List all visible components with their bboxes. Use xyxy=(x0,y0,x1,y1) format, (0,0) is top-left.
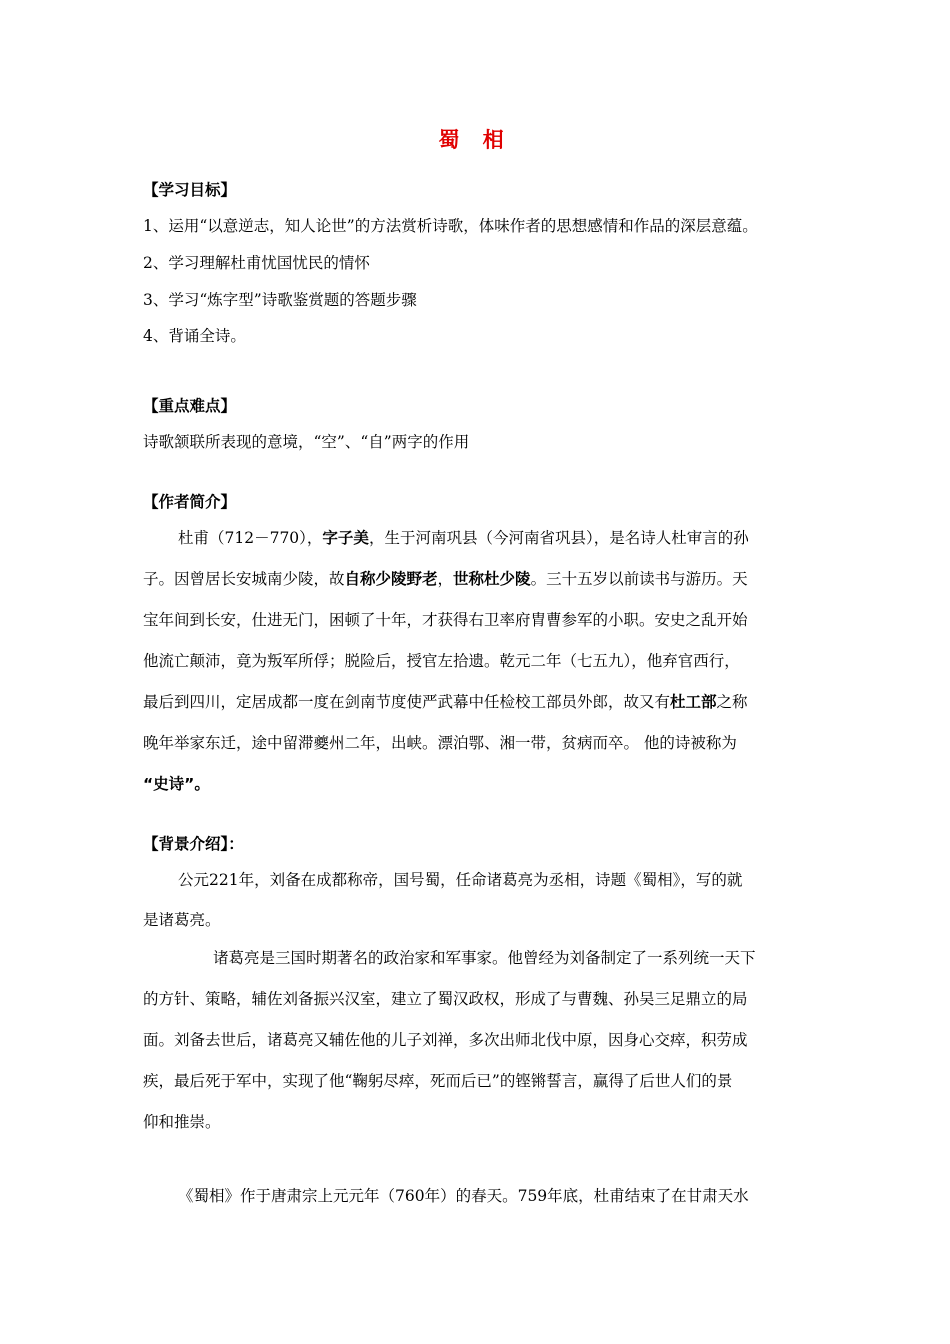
author-line-7 xyxy=(143,772,210,794)
author-line-6: 晚年举家东迁，途中留滞夔州二年，出峡。漂泊鄂、湘一带，贫病而卒。 他的诗被称为 xyxy=(143,734,737,752)
goal-item-2: 2、学习理解杜甫忧国忧民的情怀 xyxy=(143,254,370,272)
goal-item-4: 4、背诵全诗。 xyxy=(143,327,246,345)
author-line-1 xyxy=(178,526,749,548)
goals-heading: 【学习目标】 xyxy=(143,181,237,199)
keypoints-heading: 【重点难点】 xyxy=(143,397,237,415)
author-text: 之称 xyxy=(716,693,748,711)
background-heading: 【背景介绍】： xyxy=(143,835,244,853)
author-line-4: 他流亡颠沛，竟为叛军所俘；脱险后，授官左拾遗。乾元二年（七五九），他弃官西行， xyxy=(143,652,740,670)
background-p2-line-5: 仰和推崇。 xyxy=(143,1113,221,1131)
author-text: 最后到四川，定居成都一度在剑南节度使严武幕中任检校工部员外郎，故又有 xyxy=(143,693,671,711)
goal-item-3: 3、学习“炼字型”诗歌鉴赏题的答题步骤 xyxy=(143,291,417,309)
author-known-as: 世称杜少陵 xyxy=(453,570,531,588)
author-poetry-title: “史诗”。 xyxy=(143,775,210,793)
background-p3-line-1: 《蜀相》作于唐肃宗上元元年（760年）的春天。759年底，杜甫结束了在甘肃天水 xyxy=(178,1187,749,1205)
background-p1-line-2: 是诸葛亮。 xyxy=(143,911,221,929)
background-p2-line-1: 诸葛亮是三国时期著名的政治家和军事家。他曾经为刘备制定了一系列统一天下 xyxy=(213,949,756,967)
author-courtesy-name: 字子美 xyxy=(322,529,369,547)
author-text: 子。因曾居长安城南少陵，故 xyxy=(143,570,345,588)
author-text: ， xyxy=(437,570,454,588)
background-p2-line-2: 的方针、策略，辅佐刘备振兴汉室，建立了蜀汉政权，形成了与曹魏、孙吴三足鼎立的局 xyxy=(143,990,748,1008)
author-text: 杜甫（712－770）， xyxy=(178,529,323,547)
author-line-5 xyxy=(143,690,748,712)
background-p1-line-1: 公元221年，刘备在成都称帝，国号蜀，任命诸葛亮为丞相，诗题《蜀相》，写的就 xyxy=(178,871,743,889)
author-line-2 xyxy=(143,567,748,589)
background-p2-line-4: 疾，最后死于军中，实现了他“鞠躬尽瘁，死而后已”的铿锵誓言，赢得了后世人们的景 xyxy=(143,1072,733,1090)
page-title: 蜀 相 xyxy=(438,128,512,152)
author-text: 。三十五岁以前读书与游历。天 xyxy=(530,570,748,588)
author-title: 杜工部 xyxy=(670,693,717,711)
goal-item-1: 1、运用“以意逆志，知人论世”的方法赏析诗歌，体味作者的思想感情和作品的深层意蕴。 xyxy=(143,217,758,235)
keypoints-text: 诗歌颔联所表现的意境，“空”、“自”两字的作用 xyxy=(143,433,470,451)
author-text: ，生于河南巩县（今河南省巩县），是名诗人杜审言的孙 xyxy=(368,529,749,547)
background-p2-line-3: 面。刘备去世后，诸葛亮又辅佐他的儿子刘禅，多次出师北伐中原，因身心交瘁，积劳成 xyxy=(143,1031,748,1049)
author-line-3: 宝年间到长安，仕进无门，困顿了十年，才获得右卫率府胄曹参军的小职。安史之乱开始 xyxy=(143,611,748,629)
author-self-name: 自称少陵野老 xyxy=(344,570,438,588)
author-heading: 【作者简介】 xyxy=(143,493,237,511)
